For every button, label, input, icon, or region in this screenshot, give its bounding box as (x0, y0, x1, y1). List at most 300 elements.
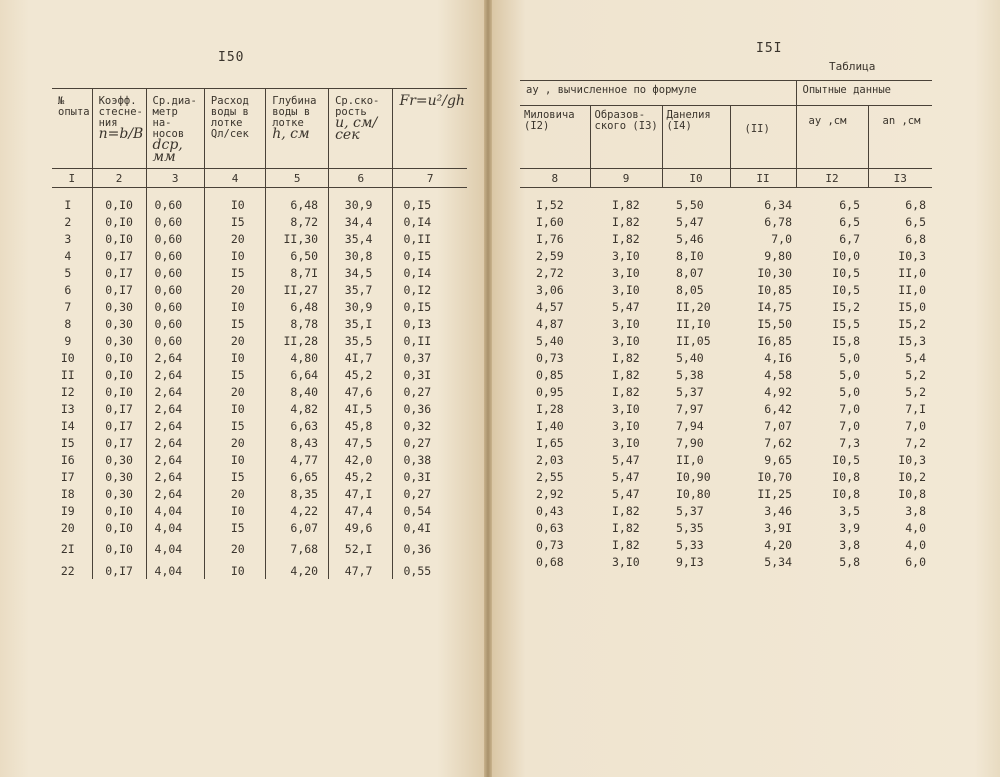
table-cell: 5,40 (676, 350, 704, 365)
table-cell: I9 (60, 503, 75, 518)
table-cell: 2 (64, 214, 72, 229)
table-cell: 7,97 (676, 401, 704, 416)
table-cell: 6,07 (266, 519, 329, 536)
table-cell: I5,50 (757, 316, 792, 331)
table-cell: I,52 (536, 197, 564, 212)
table-row (520, 553, 932, 570)
table-cell: 4,04 (146, 562, 204, 579)
table-cell: 0,60 (146, 196, 204, 213)
table-cell: 4,58 (764, 367, 792, 382)
table-row (520, 213, 932, 230)
table-cell: I5 (204, 315, 265, 332)
table-cell: 6,50 (266, 247, 329, 264)
table-cell: I,82 (612, 520, 640, 535)
table-cell: 3,I0 (612, 316, 640, 331)
table-cell: 30,9 (329, 298, 393, 315)
experiment-parameters-table (52, 88, 467, 579)
table-cell: 0,I5 (393, 247, 467, 264)
table-cell: I5 (204, 366, 265, 383)
table-cell: 0,I0 (92, 536, 146, 562)
table-cell: 0,27 (393, 434, 467, 451)
table-cell: 5,4 (905, 350, 926, 365)
table-cell: 0,27 (393, 485, 467, 502)
table-row (52, 468, 467, 485)
table-cell: 4,22 (266, 502, 329, 519)
table-cell: 47,7 (329, 562, 393, 579)
table-cell: 0,I0 (92, 366, 146, 383)
table-cell: 0,I0 (92, 502, 146, 519)
table-row (520, 502, 932, 519)
table-cell: 35,4 (329, 230, 393, 247)
table-cell: 2,64 (146, 349, 204, 366)
right-subheader-row (520, 106, 932, 169)
table-cell: I6,85 (757, 333, 792, 348)
header-formula-ii: (II) (730, 106, 796, 169)
table-row (520, 400, 932, 417)
table-cell: 4,92 (764, 384, 792, 399)
table-cell: 52,I (329, 536, 393, 562)
table-cell: 2,64 (146, 451, 204, 468)
table-cell: 4,80 (266, 349, 329, 366)
table-cell: 0,I3 (393, 315, 467, 332)
table-cell: 0,38 (393, 451, 467, 468)
table-cell: 6,78 (764, 214, 792, 229)
table-cell: 0,30 (92, 315, 146, 332)
table-cell: 0,I4 (393, 213, 467, 230)
left-header-row (52, 89, 467, 169)
table-cell: I,82 (612, 350, 640, 365)
table-cell: 3,I0 (612, 282, 640, 297)
table-row (520, 536, 932, 553)
table-row (52, 366, 467, 383)
table-row (52, 298, 467, 315)
table-cell: 5,47 (612, 469, 640, 484)
table-row (52, 230, 467, 247)
table-cell: 5,8 (839, 554, 860, 569)
table-cell: 4I,5 (329, 400, 393, 417)
table-cell: II,0 (676, 452, 704, 467)
table-cell: 0,68 (536, 554, 564, 569)
table-row (520, 417, 932, 434)
table-cell: 0,30 (92, 332, 146, 349)
table-cell: I0 (204, 451, 265, 468)
colnum: 9 (590, 169, 662, 188)
table-cell: 0,I0 (92, 196, 146, 213)
table-cell: 7,62 (764, 435, 792, 450)
colnum: 6 (329, 169, 393, 188)
table-cell: I0,8 (898, 486, 926, 501)
table-cell: 8,35 (266, 485, 329, 502)
table-cell: I0,5 (832, 265, 860, 280)
header-obrazovsky: Образов-ского (I3) (590, 106, 662, 169)
table-cell: 8,72 (266, 213, 329, 230)
table-cell: 8,7I (266, 264, 329, 281)
table-cell: I0 (204, 400, 265, 417)
table-cell: 0,36 (393, 400, 467, 417)
table-cell: I,82 (612, 537, 640, 552)
table-cell: 34,4 (329, 213, 393, 230)
table-cell: 0,I7 (92, 264, 146, 281)
table-cell: 7,0 (905, 418, 926, 433)
table-cell: 0,32 (393, 417, 467, 434)
header-froude: Fr=u²/gh (393, 89, 467, 169)
colnum: 5 (266, 169, 329, 188)
table-cell: 0,4I (393, 519, 467, 536)
table-cell: 20 (204, 485, 265, 502)
header-experimental-group: Опытные данные (796, 81, 932, 106)
table-cell: 0,I0 (92, 519, 146, 536)
table-cell: 5,2 (905, 367, 926, 382)
table-cell: II,0 (898, 265, 926, 280)
table-cell: I,82 (612, 214, 640, 229)
table-cell: 6,0 (905, 554, 926, 569)
table-cell: 4I,7 (329, 349, 393, 366)
table-cell: 0,30 (92, 451, 146, 468)
table-cell: 4 (64, 248, 72, 263)
table-cell: 8,I0 (676, 248, 704, 263)
table-cell: 3,5 (839, 503, 860, 518)
table-cell: 3,I0 (612, 333, 640, 348)
table-cell: II,27 (266, 281, 329, 298)
table-row (52, 349, 467, 366)
table-row (52, 264, 467, 281)
table-cell: I5 (60, 435, 75, 450)
table-cell: 5,40 (536, 333, 564, 348)
table-cell: 8,43 (266, 434, 329, 451)
header-mean-velocity: Ср.ско-рость u, см/сек (329, 89, 393, 169)
header-milovich: Миловича (I2) (520, 106, 590, 169)
table-cell: 4,82 (266, 400, 329, 417)
colnum: II (730, 169, 796, 188)
table-cell: 6,5 (905, 214, 926, 229)
table-cell: 2,72 (536, 265, 564, 280)
table-cell: 6,64 (266, 366, 329, 383)
table-cell: I,82 (612, 384, 640, 399)
table-row (52, 417, 467, 434)
table-cell: 0,I7 (92, 562, 146, 579)
table-cell: 0,I0 (92, 230, 146, 247)
table-cell: I,40 (536, 418, 564, 433)
table-row (520, 519, 932, 536)
table-cell: 6,5 (839, 197, 860, 212)
table-caption: Таблица (829, 60, 876, 73)
table-row (520, 366, 932, 383)
table-cell: I0,80 (676, 486, 711, 501)
left-column-numbers (52, 169, 467, 188)
table-row (52, 332, 467, 349)
table-cell: I,60 (536, 214, 564, 229)
table-cell: 0,I2 (393, 281, 467, 298)
table-cell: 45,8 (329, 417, 393, 434)
header-experiment-no: № опыта (52, 89, 92, 169)
table-cell: 2,92 (536, 486, 564, 501)
table-cell: I0,90 (676, 469, 711, 484)
table-cell: 20 (204, 536, 265, 562)
table-cell: 0,I7 (92, 400, 146, 417)
table-cell: 0,I0 (92, 213, 146, 230)
table-cell: 3,I0 (612, 401, 640, 416)
table-cell: I (64, 197, 72, 212)
header-mean-diameter: Ср.диа-метр на-носов dср, мм (146, 89, 204, 169)
table-cell: 6,8 (905, 197, 926, 212)
table-cell: 7,90 (676, 435, 704, 450)
colnum: I (52, 169, 92, 188)
table-cell: I8 (60, 486, 75, 501)
table-row (520, 247, 932, 264)
table-cell: 0,I5 (393, 196, 467, 213)
table-cell: 4,04 (146, 519, 204, 536)
table-cell: 0,3I (393, 366, 467, 383)
table-row (52, 213, 467, 230)
table-cell: I0 (204, 349, 265, 366)
table-cell: 2,64 (146, 366, 204, 383)
header-an-cm: an ,см (868, 106, 932, 169)
table-row (520, 315, 932, 332)
table-cell: 0,85 (536, 367, 564, 382)
table-row (520, 349, 932, 366)
table-cell: 0,73 (536, 537, 564, 552)
table-cell: 2,64 (146, 400, 204, 417)
table-cell: 0,73 (536, 350, 564, 365)
table-cell: 6,42 (764, 401, 792, 416)
table-cell: 0,I7 (92, 281, 146, 298)
table-cell: 2,64 (146, 468, 204, 485)
table-cell: 0,95 (536, 384, 564, 399)
table-cell: 7 (64, 299, 72, 314)
table-cell: 7,68 (266, 536, 329, 562)
right-column-numbers (520, 169, 932, 188)
table-cell: 0,43 (536, 503, 564, 518)
table-cell: 3,8 (839, 537, 860, 552)
colnum: I0 (662, 169, 730, 188)
table-cell: 9 (64, 333, 72, 348)
table-cell: 0,27 (393, 383, 467, 400)
table-cell: I0,5 (832, 282, 860, 297)
table-cell: 0,55 (393, 562, 467, 579)
table-cell: 47,6 (329, 383, 393, 400)
table-cell: I5 (204, 468, 265, 485)
table-cell: 20 (60, 520, 75, 535)
table-cell: I0,0 (832, 248, 860, 263)
table-cell: I0,85 (757, 282, 792, 297)
table-cell: 5,47 (612, 486, 640, 501)
table-cell: I5,5 (832, 316, 860, 331)
table-row (52, 502, 467, 519)
table-cell: 20 (204, 434, 265, 451)
table-cell: 0,60 (146, 298, 204, 315)
table-cell: 7,I (905, 401, 926, 416)
table-cell: II,28 (266, 332, 329, 349)
table-cell: 0,60 (146, 315, 204, 332)
table-cell: 42,0 (329, 451, 393, 468)
table-cell: 2,64 (146, 417, 204, 434)
table-cell: 2,03 (536, 452, 564, 467)
table-row (52, 451, 467, 468)
table-cell: I0 (60, 350, 75, 365)
table-cell: 6,7 (839, 231, 860, 246)
table-cell: 30,8 (329, 247, 393, 264)
table-cell: 45,2 (329, 366, 393, 383)
table-cell: 0,60 (146, 230, 204, 247)
table-cell: 3,9 (839, 520, 860, 535)
table-cell: I,28 (536, 401, 564, 416)
table-cell: 47,4 (329, 502, 393, 519)
table-row (52, 562, 467, 579)
table-row (520, 230, 932, 247)
table-row (52, 434, 467, 451)
table-cell: I5 (204, 417, 265, 434)
table-cell: 6,48 (266, 196, 329, 213)
table-cell: 7,2 (905, 435, 926, 450)
table-row (52, 196, 467, 213)
table-cell: 5,37 (676, 503, 704, 518)
table-cell: 0,30 (92, 298, 146, 315)
table-cell: I5 (204, 213, 265, 230)
colnum: I2 (796, 169, 868, 188)
table-cell: 30,9 (329, 196, 393, 213)
table-cell: 5,34 (764, 554, 792, 569)
table-cell: 8,07 (676, 265, 704, 280)
table-row (52, 247, 467, 264)
table-cell: 3,I0 (612, 265, 640, 280)
table-cell: I5,3 (898, 333, 926, 348)
table-cell: 2I (60, 542, 75, 556)
table-cell: 0,60 (146, 247, 204, 264)
table-cell: 3,I0 (612, 248, 640, 263)
table-cell: 49,6 (329, 519, 393, 536)
table-cell: 5,38 (676, 367, 704, 382)
header-ay-cm: ay ,см (796, 106, 868, 169)
table-cell: I0 (204, 196, 265, 213)
table-cell: II,20 (676, 299, 711, 314)
table-cell: II,0 (898, 282, 926, 297)
table-cell: I0,8 (832, 469, 860, 484)
table-cell: 6,8 (905, 231, 926, 246)
table-cell: 20 (204, 383, 265, 400)
table-cell: 5,0 (839, 367, 860, 382)
colnum: I3 (868, 169, 932, 188)
table-cell: 0,I0 (92, 383, 146, 400)
table-cell: 4,20 (266, 562, 329, 579)
table-row (520, 485, 932, 502)
table-cell: I6 (60, 452, 75, 467)
table-row (520, 451, 932, 468)
table-cell: I0,8 (832, 486, 860, 501)
table-cell: 9,I3 (676, 554, 704, 569)
table-cell: 3,9I (764, 520, 792, 535)
table-cell: I3 (60, 401, 75, 416)
table-cell: I0,2 (898, 469, 926, 484)
table-row (52, 383, 467, 400)
table-cell: 0,54 (393, 502, 467, 519)
table-cell: 5,46 (676, 231, 704, 246)
table-cell: 0,I5 (393, 298, 467, 315)
table-cell: 8,40 (266, 383, 329, 400)
table-cell: 20 (204, 281, 265, 298)
table-row (520, 196, 932, 213)
table-cell: I4 (60, 418, 75, 433)
table-cell: I5 (204, 264, 265, 281)
table-cell: I0 (204, 247, 265, 264)
table-cell: 2,64 (146, 383, 204, 400)
table-cell: 5,50 (676, 197, 704, 212)
table-row (52, 519, 467, 536)
table-cell: 6,34 (764, 197, 792, 212)
table-cell: I5,8 (832, 333, 860, 348)
table-row (520, 298, 932, 315)
table-cell: 9,65 (764, 452, 792, 467)
table-cell: 0,I7 (92, 434, 146, 451)
table-row (520, 468, 932, 485)
table-row (52, 315, 467, 332)
header-discharge: Расход воды в лотке Qл/сек (204, 89, 265, 169)
table-cell: I0,3 (898, 452, 926, 467)
table-row (52, 281, 467, 298)
table-cell: 3 (64, 231, 72, 246)
table-cell: 3,I0 (612, 435, 640, 450)
table-cell: 0,60 (146, 264, 204, 281)
table-cell: I2 (60, 384, 75, 399)
table-cell: 5,47 (612, 299, 640, 314)
colnum: 7 (393, 169, 467, 188)
table-cell: 0,I7 (92, 247, 146, 264)
table-row (520, 281, 932, 298)
table-cell: 0,II (393, 230, 467, 247)
table-row (520, 383, 932, 400)
table-cell: 0,60 (146, 281, 204, 298)
table-cell: I,76 (536, 231, 564, 246)
table-cell: 4,77 (266, 451, 329, 468)
table-cell: 7,0 (839, 401, 860, 416)
table-cell: 7,3 (839, 435, 860, 450)
table-cell: I,82 (612, 197, 640, 212)
table-cell: I,65 (536, 435, 564, 450)
table-cell: II,I0 (676, 316, 711, 331)
table-cell: 0,30 (92, 485, 146, 502)
table-cell: 47,I (329, 485, 393, 502)
table-cell: 5,0 (839, 384, 860, 399)
table-cell: 2,55 (536, 469, 564, 484)
table-cell: 0,30 (92, 468, 146, 485)
table-cell: 35,7 (329, 281, 393, 298)
colnum: 4 (204, 169, 265, 188)
table-cell: 3,I0 (612, 554, 640, 569)
table-cell: II,25 (757, 486, 792, 501)
table-cell: 4,I6 (764, 350, 792, 365)
header-computed-group: ay , вычисленное по формуле (520, 81, 796, 106)
computed-vs-experimental-table (520, 80, 932, 570)
colnum: 3 (146, 169, 204, 188)
left-page-number: I50 (218, 50, 245, 65)
header-constriction-coeff: Коэфф. стесне-ния n=b/B (92, 89, 146, 169)
table-cell: 20 (204, 332, 265, 349)
table-cell: I0 (204, 502, 265, 519)
table-cell: I5,2 (832, 299, 860, 314)
table-cell: 5 (64, 265, 72, 280)
table-cell: 0,I0 (92, 349, 146, 366)
table-cell: 3,I0 (612, 418, 640, 433)
table-cell: 4,87 (536, 316, 564, 331)
header-daneliya: Данелия (I4) (662, 106, 730, 169)
table-cell: 20 (204, 230, 265, 247)
table-cell: 5,47 (612, 452, 640, 467)
table-cell: 8 (64, 316, 72, 331)
table-cell: I5,2 (898, 316, 926, 331)
table-cell: II (60, 367, 75, 382)
table-cell: 3,06 (536, 282, 564, 297)
table-cell: 5,0 (839, 350, 860, 365)
header-depth: Глубина воды в лотке h, см (266, 89, 329, 169)
